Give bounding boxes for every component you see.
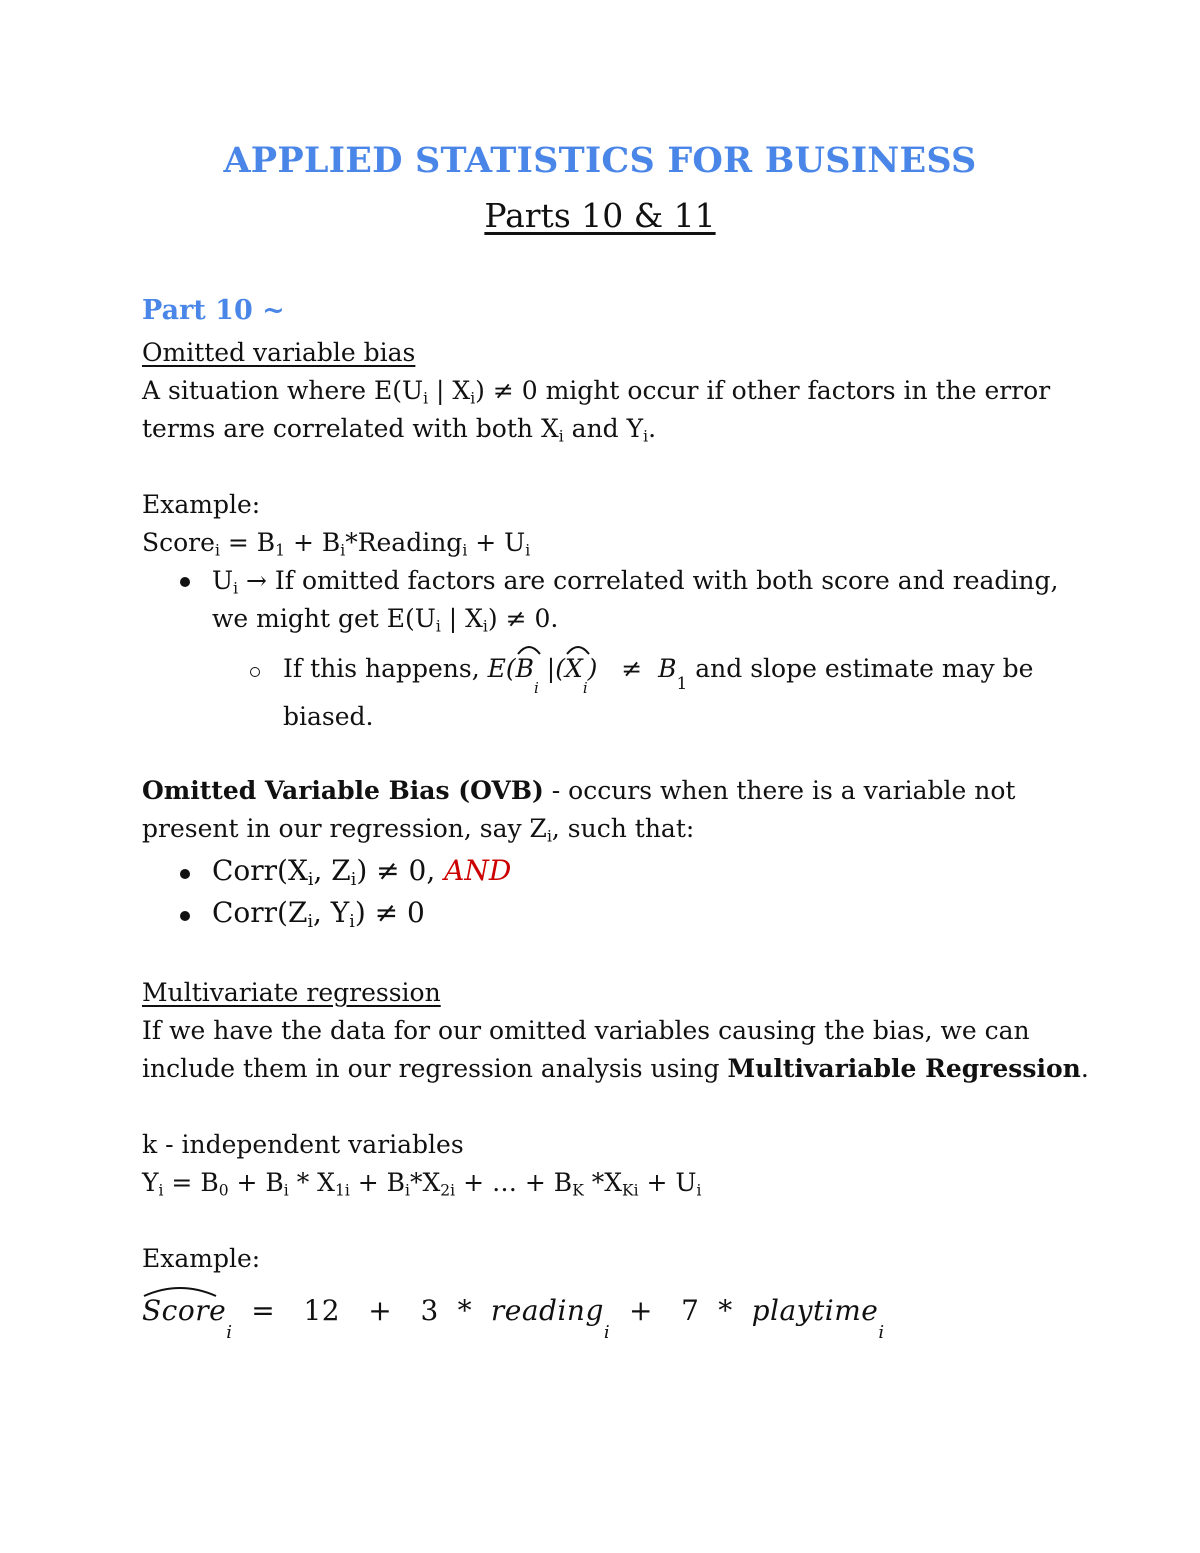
equation-score: Score$_i$ = $B_1$ + $B_i*Reading_i + U_i$ [142,528,531,560]
multivariate-line-2: include them in our regression analysis using Multivariable Regression. [142,1054,1089,1083]
multivariate-line-1: If we have the data for our omitted variables causing the bias, we can [142,1016,1030,1045]
hollow-bullet-icon [250,667,260,677]
equation-multivariate: $Y_i = B_0 + B_i * X_{1i} + B_i*X_{2i}$ + … + $B_K$ $*X_{Ki} + U_i$ [142,1168,702,1200]
condition-1: $Corr(X_i$, $Z_i) \ne 0$, AND [212,854,512,890]
equation-score-estimate: Score$_i$ = 12 + 3 * reading$_i$ + 7 * playtime$_i$ [142,1296,885,1330]
bullet-icon [180,577,190,587]
hat-icon [565,640,591,656]
bullet-line-1: $U_i \to If$ omitted factors are correlated with both score and reading, [212,566,1059,598]
document-title: APPLIED STATISTICS FOR BUSINESS [223,140,977,181]
document-subtitle: Parts 10 & 11 [484,196,716,235]
k-variables-line: k - independent variables [142,1130,464,1159]
bullet-icon [180,911,190,921]
condition-2: $Corr(Z_i$, $Y_i) \ne 0$ [212,896,425,932]
ovb-definition-line-2: present in our regression, say $Z_i$, such that: [142,814,695,846]
multivariate-heading: Multivariate regression [142,978,441,1007]
bullet-icon [180,869,190,879]
intro-line-2: terms are correlated with both $X_i$ and $Y_i$. [142,414,657,446]
ovb-subheading: Omitted variable bias [142,338,416,367]
ovb-definition-line-1: Omitted Variable Bias (OVB) - occurs when there is a variable not [142,776,1016,805]
example-label-2: Example: [142,1244,261,1273]
wide-hat-icon [142,1280,218,1298]
intro-line-1: A situation where $E(U_i$ | $X_i) \ne 0$ might occur if other factors in the error [142,376,1051,408]
part10-heading: Part 10 ~ [142,295,285,326]
example-label: Example: [142,490,261,519]
bullet-line-2: we might get $E(U_i$ | $X_i) \ne 0$. [212,604,559,636]
hat-icon [516,640,542,656]
subbullet-line-1: If this happens, E( $B_i$ |( $X_i$) ≠ $B_1$ and slope estimate may be [283,654,1033,687]
subbullet-line-2: biased. [283,702,374,731]
